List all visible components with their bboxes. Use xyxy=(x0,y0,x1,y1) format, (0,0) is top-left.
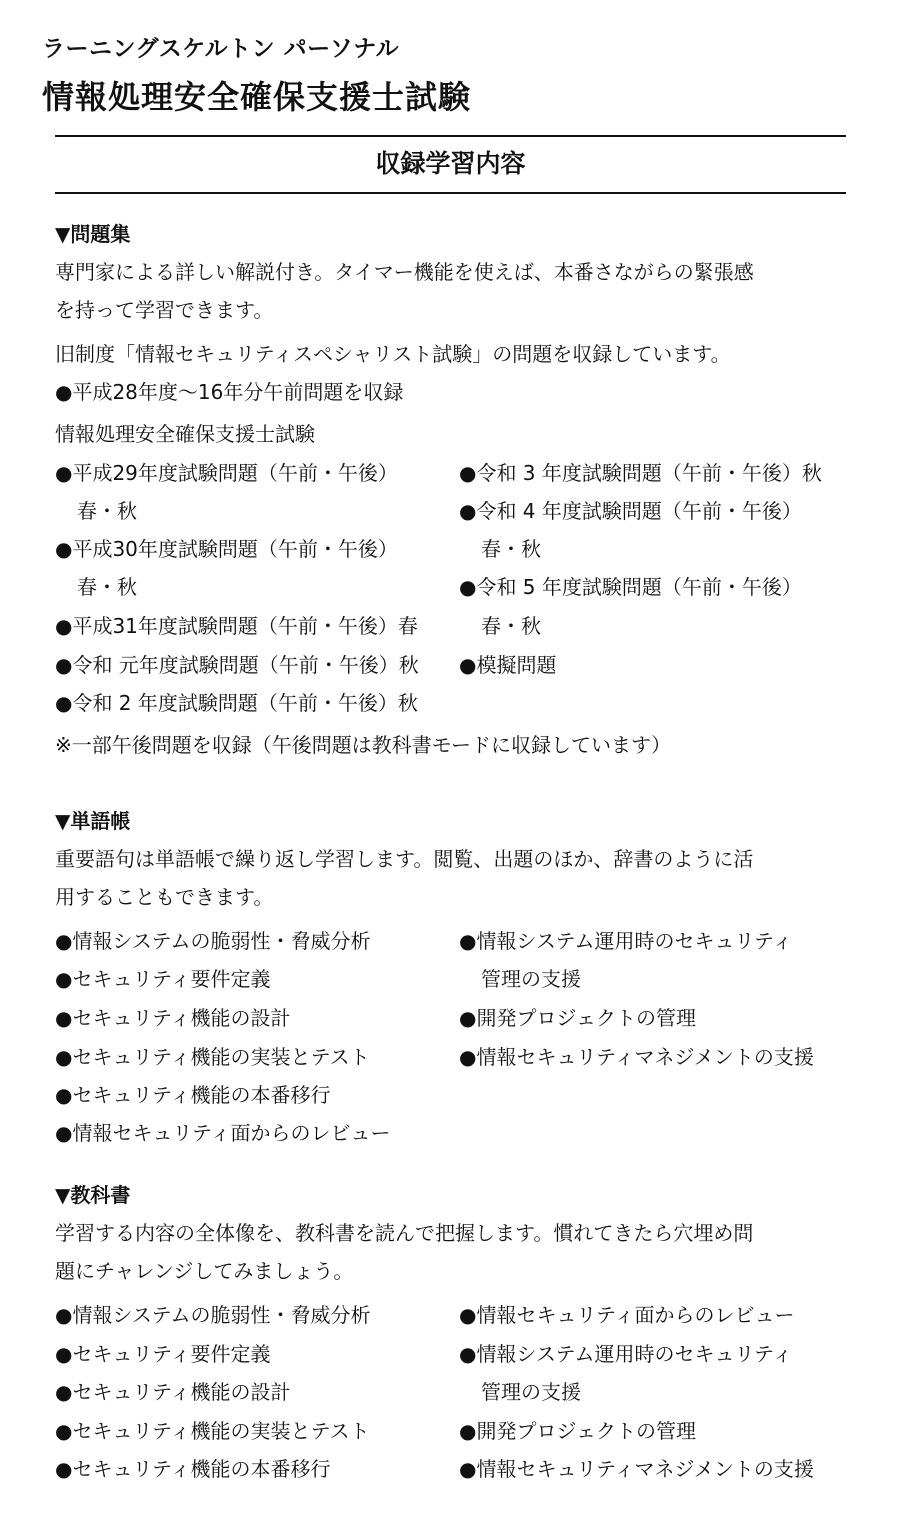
textbook-description-line: 題にチャレンジしてみましょう。 xyxy=(55,1259,354,1283)
textbook-heading: ▼教科書 xyxy=(55,1183,131,1207)
section-rule-bottom xyxy=(55,192,846,194)
current-exam-label: 情報処理安全確保支援士試験 xyxy=(55,422,315,446)
list-item: ●令和 3 年度試験問題（午前・午後）秋 xyxy=(459,461,822,485)
list-item: ●令和 2 年度試験問題（午前・午後）秋 xyxy=(55,691,418,715)
list-item: ●平成31年度試験問題（午前・午後）春 xyxy=(55,614,418,638)
list-item: ●情報システム運用時のセキュリティ xyxy=(459,929,793,953)
list-item-continuation: 管理の支援 xyxy=(481,1380,581,1404)
exam-title: 情報処理安全確保支援士試験 xyxy=(42,78,472,116)
list-item: ●情報システムの脆弱性・脅威分析 xyxy=(55,1303,371,1327)
list-item: ●情報セキュリティマネジメントの支援 xyxy=(459,1045,814,1069)
section-rule-top xyxy=(55,135,846,137)
list-item: ●セキュリティ機能の設計 xyxy=(55,1006,291,1030)
vocabulary-heading: ▼単語帳 xyxy=(55,809,131,833)
list-item: ●セキュリティ機能の本番移行 xyxy=(55,1083,331,1107)
list-item: ●令和 4 年度試験問題（午前・午後） xyxy=(459,499,802,523)
list-item: ●情報システムの脆弱性・脅威分析 xyxy=(55,929,371,953)
old-system-note: 旧制度「情報セキュリティスペシャリスト試験」の問題を収録しています。 xyxy=(55,342,731,366)
problem-set-heading: ▼問題集 xyxy=(55,222,131,246)
problem-set-description-line: を持って学習できます。 xyxy=(55,298,274,322)
list-item: ●セキュリティ要件定義 xyxy=(55,967,271,991)
list-item: ●平成30年度試験問題（午前・午後） xyxy=(55,537,398,561)
list-item: ●セキュリティ機能の設計 xyxy=(55,1380,291,1404)
section-title: 収録学習内容 xyxy=(375,149,526,178)
list-item-continuation: 管理の支援 xyxy=(481,967,581,991)
list-item: ●情報セキュリティ面からのレビュー xyxy=(459,1303,795,1327)
list-item: ●平成29年度試験問題（午前・午後） xyxy=(55,461,398,485)
list-item: ●セキュリティ機能の実装とテスト xyxy=(55,1419,370,1443)
textbook-description-line: 学習する内容の全体像を、教科書を読んで把握します。慣れてきたら穴埋め問 xyxy=(55,1221,754,1245)
list-item: ●情報セキュリティ面からのレビュー xyxy=(55,1121,391,1145)
problem-set-footnote: ※一部午後問題を収録（午後問題は教科書モードに収録しています） xyxy=(55,733,671,757)
list-item: ●情報セキュリティマネジメントの支援 xyxy=(459,1457,814,1481)
list-item: ●模擬問題 xyxy=(459,653,557,677)
vocabulary-description-line: 重要語句は単語帳で繰り返し学習します。閲覧、出題のほか、辞書のように活 xyxy=(55,847,754,871)
problem-set-description-line: 専門家による詳しい解説付き。タイマー機能を使えば、本番さながらの緊張感 xyxy=(55,260,754,284)
list-item: ●セキュリティ機能の実装とテスト xyxy=(55,1045,370,1069)
list-item-continuation: 春・秋 xyxy=(77,499,137,523)
list-item-continuation: 春・秋 xyxy=(77,575,137,599)
list-item-continuation: 春・秋 xyxy=(481,537,541,561)
list-item: ●令和 元年度試験問題（午前・午後）秋 xyxy=(55,653,419,677)
list-item: ●セキュリティ機能の本番移行 xyxy=(55,1457,331,1481)
list-item: ●令和 5 年度試験問題（午前・午後） xyxy=(459,575,802,599)
list-item: ●開発プロジェクトの管理 xyxy=(459,1419,697,1443)
vocabulary-description-line: 用することもできます。 xyxy=(55,885,274,909)
list-item: ●開発プロジェクトの管理 xyxy=(459,1006,697,1030)
old-system-item: ●平成28年度～16年分午前問題を収録 xyxy=(55,380,404,404)
product-subtitle: ラーニングスケルトン パーソナル xyxy=(42,36,400,62)
list-item: ●セキュリティ要件定義 xyxy=(55,1342,271,1366)
list-item: ●情報システム運用時のセキュリティ xyxy=(459,1342,793,1366)
list-item-continuation: 春・秋 xyxy=(481,614,541,638)
